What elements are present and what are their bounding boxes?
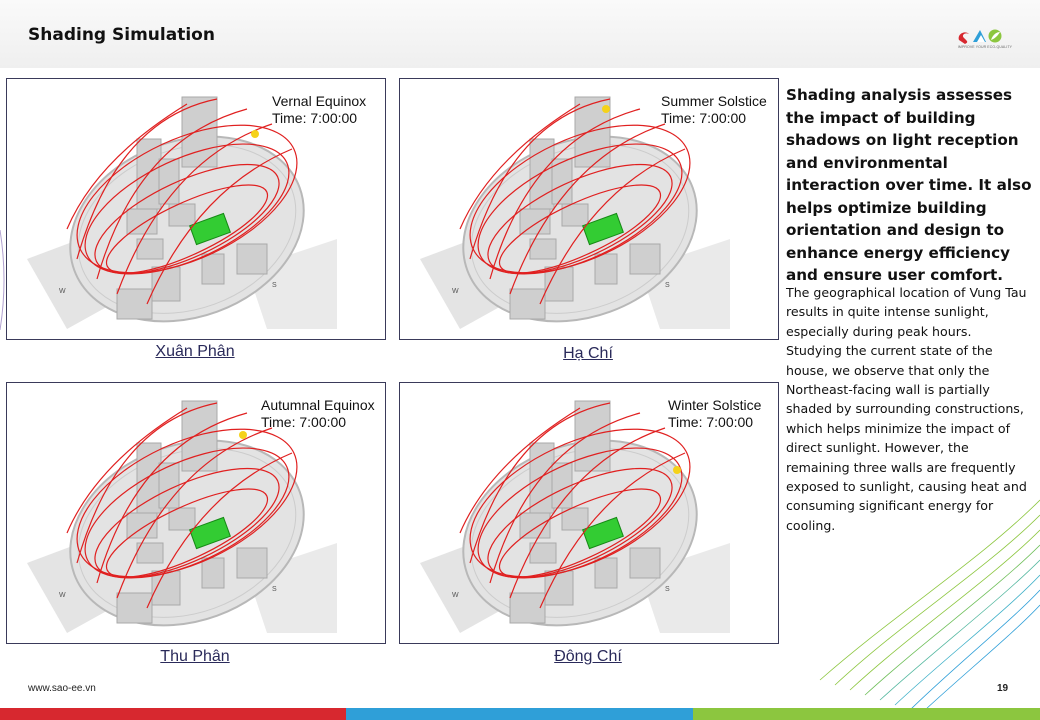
- time-label: Time: 7:00:00: [272, 110, 358, 126]
- logo-tagline: IMPROVE YOUR ECO-QUALITY: [957, 45, 1013, 49]
- page-title: Shading Simulation: [28, 25, 215, 45]
- footer-bar-blue: [346, 708, 693, 720]
- season-label: Winter Solstice: [668, 397, 762, 413]
- season-label: Autumnal Equinox: [261, 397, 375, 413]
- panel-winter-solstice[interactable]: [399, 382, 779, 644]
- sun-position-icon: [400, 79, 778, 339]
- footer-url[interactable]: www.sao-ee.vn: [28, 683, 96, 694]
- time-label: Time: 7:00:00: [668, 414, 754, 430]
- wave-decoration: [780, 380, 1040, 710]
- sao-logo[interactable]: [955, 26, 1015, 52]
- caption-winter[interactable]: Đông Chí: [554, 648, 622, 665]
- panel-summer-solstice[interactable]: [399, 78, 779, 340]
- panel-vernal-equinox[interactable]: [6, 78, 386, 340]
- sun-position-icon: [7, 383, 385, 643]
- sun-position-icon: [7, 79, 385, 339]
- footer-bar-red: [0, 708, 346, 720]
- caption-vernal[interactable]: Xuân Phân: [155, 343, 235, 360]
- body-text: The geographical location of Vung Tau results in quite intense sunlight, especially during peak hours. Studying the current state of the house, we observe that only the Northeast-facing wall is partially shaded by surrounding constructions, which helps minimize the impact of direct sunlight. However, the remaining three walls are frequently exposed to sunlight, causing heat and consuming significant energy for cooling.: [786, 285, 1027, 533]
- time-label: Time: 7:00:00: [661, 110, 747, 126]
- caption-autumn[interactable]: Thu Phân: [160, 648, 230, 665]
- logo-mark-icon: [955, 26, 1015, 46]
- time-label: Time: 7:00:00: [261, 414, 347, 430]
- footer-bar-green: [693, 708, 1040, 720]
- caption-summer[interactable]: Hạ Chí: [563, 345, 613, 362]
- page-number: 19: [997, 683, 1009, 694]
- sun-position-icon: [400, 383, 778, 643]
- summary-text: Shading analysis assesses the impact of building shadows on light reception and environmental interaction over time. It also helps optimize building orientation and design to enhance energy efficiency and ensure user comfort.: [786, 86, 1032, 284]
- header-bar: [0, 0, 1040, 68]
- panel-autumnal-equinox[interactable]: [6, 382, 386, 644]
- season-label: Summer Solstice: [661, 93, 767, 109]
- season-label: Vernal Equinox: [272, 93, 367, 109]
